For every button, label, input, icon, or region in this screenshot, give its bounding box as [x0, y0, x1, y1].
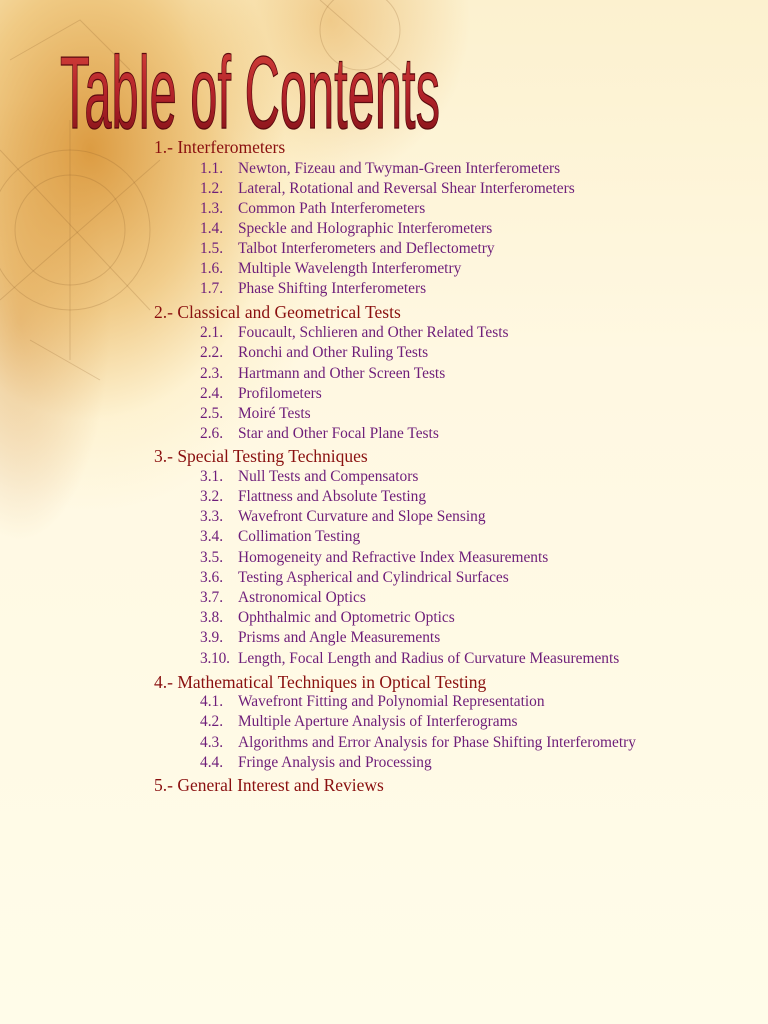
section-heading: 2.- Classical and Geometrical Tests: [154, 302, 401, 322]
section-heading: 1.- Interferometers: [154, 137, 286, 157]
list-item: 4.1. Wavefront Fitting and Polynomial Representation: [200, 693, 545, 710]
list-item: 4.2. Multiple Aperture Analysis of Interferograms: [200, 713, 518, 730]
list-item: 4.4. Fringe Analysis and Processing: [200, 754, 432, 771]
list-item: 1.7. Phase Shifting Interferometers: [200, 280, 427, 297]
list-item: 3.1. Null Tests and Compensators: [200, 468, 419, 485]
page-title-text: Table of Contents: [60, 35, 441, 150]
list-item: 3.2. Flattness and Absolute Testing: [200, 488, 427, 505]
list-item: 3.5. Homogeneity and Refractive Index Measurements: [200, 549, 549, 566]
list-item: 1.6. Multiple Wavelength Interferometry: [200, 260, 462, 277]
list-item: 3.3. Wavefront Curvature and Slope Sensing: [200, 508, 486, 525]
list-item: 2.5. Moiré Tests: [200, 405, 311, 422]
list-item: 3.10. Length, Focal Length and Radius of Curvature Measurements: [200, 650, 620, 667]
list-item: 2.2. Ronchi and Other Ruling Tests: [200, 344, 429, 361]
list-item: 1.2. Lateral, Rotational and Reversal Shear Interferometers: [200, 180, 575, 197]
list-item: 2.4. Profilometers: [200, 385, 322, 402]
list-item: 3.6. Testing Aspherical and Cylindrical Surfaces: [200, 569, 509, 586]
list-item: 3.8. Ophthalmic and Optometric Optics: [200, 609, 455, 626]
section-heading: 5.- General Interest and Reviews: [154, 775, 384, 795]
list-item: 2.1. Foucault, Schlieren and Other Related Tests: [200, 324, 509, 341]
list-item: 4.3. Algorithms and Error Analysis for Phase Shifting Interferometry: [200, 734, 636, 751]
section-heading: 3.- Special Testing Techniques: [154, 446, 368, 466]
list-item: 1.5. Talbot Interferometers and Deflectometry: [200, 240, 495, 257]
list-item: 3.4. Collimation Testing: [200, 528, 361, 545]
section-heading: 4.- Mathematical Techniques in Optical Testing: [154, 672, 487, 692]
list-item: 3.7. Astronomical Optics: [200, 589, 366, 606]
list-item: 1.4. Speckle and Holographic Interferometers: [200, 220, 493, 237]
list-item: 2.6. Star and Other Focal Plane Tests: [200, 425, 439, 442]
list-item: 2.3. Hartmann and Other Screen Tests: [200, 365, 446, 382]
list-item: 1.3. Common Path Interferometers: [200, 200, 426, 217]
list-item: 1.1. Newton, Fizeau and Twyman-Green Interferometers: [200, 160, 561, 177]
list-item: 3.9. Prisms and Angle Measurements: [200, 629, 441, 646]
